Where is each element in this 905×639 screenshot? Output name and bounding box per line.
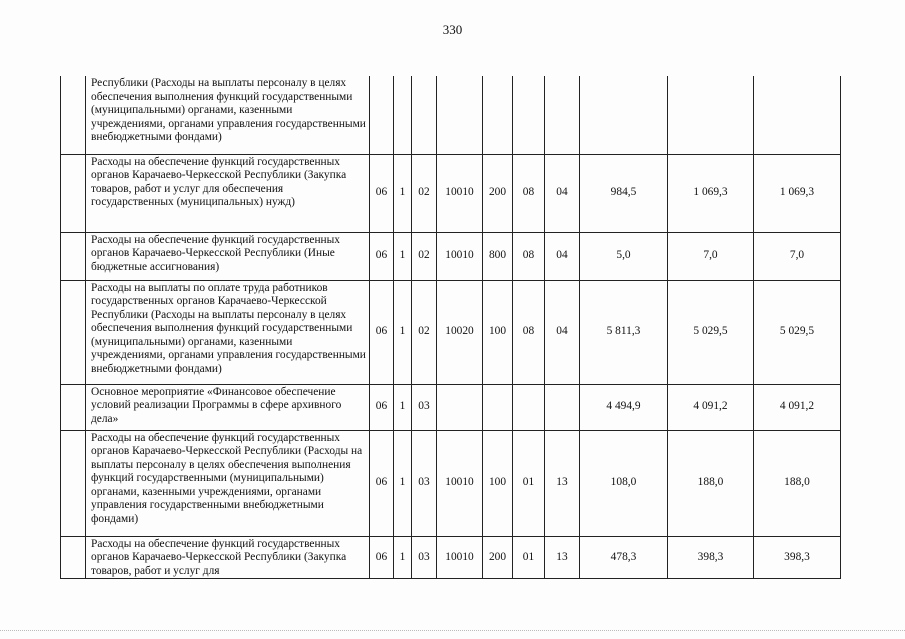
subprogram-code-cell: 1 — [394, 430, 412, 536]
table-row — [61, 536, 841, 579]
amount-year-3-cell: 7,0 — [754, 232, 841, 280]
table-row — [61, 280, 841, 384]
direction-code-cell: 10020 — [437, 280, 483, 384]
section-code-cell: 01 — [513, 536, 545, 579]
amount-year-1-cell: 478,3 — [580, 536, 668, 579]
subsection-code-cell: 04 — [545, 280, 580, 384]
expense-type-cell — [483, 384, 513, 430]
table-row — [61, 154, 841, 232]
subsection-code-cell — [545, 384, 580, 430]
description-cell: Расходы на обеспечение функций государственных органов Карачаево-Черкесской Республики (Иные бюджетные ассигнования) — [86, 232, 370, 280]
amount-year-2-cell: 188,0 — [668, 430, 754, 536]
row-number-cell — [61, 384, 86, 430]
direction-code-cell — [437, 384, 483, 430]
expense-type-cell: 200 — [483, 536, 513, 579]
direction-code-cell: 10010 — [437, 430, 483, 536]
subsection-code-cell: 04 — [545, 154, 580, 232]
program-code-cell — [370, 76, 394, 154]
event-code-cell: 03 — [412, 536, 437, 579]
description-cell: Основное мероприятие «Финансовое обеспечение условий реализации Программы в сфере архивного дела» — [86, 384, 370, 430]
event-code-cell: 02 — [412, 280, 437, 384]
subprogram-code-cell — [394, 76, 412, 154]
page-number: 330 — [442, 22, 463, 37]
subprogram-code-cell: 1 — [394, 536, 412, 579]
amount-year-1-cell — [580, 76, 668, 154]
program-code-cell: 06 — [370, 280, 394, 384]
row-number-cell — [61, 280, 86, 384]
amount-year-3-cell — [754, 76, 841, 154]
amount-year-2-cell: 398,3 — [668, 536, 754, 579]
amount-year-1-cell: 5,0 — [580, 232, 668, 280]
subsection-code-cell: 04 — [545, 232, 580, 280]
program-code-cell: 06 — [370, 154, 394, 232]
direction-code-cell — [437, 76, 483, 154]
description-cell: Расходы на обеспечение функций государственных органов Карачаево-Черкесской Республики (Закупка товаров, работ и услуг для обеспечения государственных (муниципальных) нужд) — [86, 154, 370, 232]
expense-type-cell: 800 — [483, 232, 513, 280]
program-code-cell: 06 — [370, 430, 394, 536]
table-row — [61, 430, 841, 536]
direction-code-cell: 10010 — [437, 536, 483, 579]
subsection-code-cell: 13 — [545, 536, 580, 579]
event-code-cell: 02 — [412, 154, 437, 232]
row-number-cell — [61, 536, 86, 579]
subprogram-code-cell: 1 — [394, 232, 412, 280]
section-code-cell — [513, 76, 545, 154]
row-number-cell — [61, 430, 86, 536]
row-number-cell — [61, 76, 86, 154]
amount-year-3-cell: 188,0 — [754, 430, 841, 536]
section-code-cell: 08 — [513, 280, 545, 384]
section-code-cell: 08 — [513, 154, 545, 232]
event-code-cell: 03 — [412, 430, 437, 536]
program-code-cell: 06 — [370, 232, 394, 280]
budget-table — [60, 76, 841, 579]
description-cell: Расходы на выплаты по оплате труда работников государственных органов Карачаево-Черкесской Республики (Расходы на выплаты персоналу в целях обеспечения выполнения функций государственными (муниципальными) органами, казенными учреждениями, органами управления государственными внебюджетными фондами) — [86, 280, 370, 384]
event-code-cell: 02 — [412, 232, 437, 280]
amount-year-2-cell: 7,0 — [668, 232, 754, 280]
row-number-cell — [61, 154, 86, 232]
expense-type-cell — [483, 76, 513, 154]
section-code-cell — [513, 384, 545, 430]
amount-year-1-cell: 5 811,3 — [580, 280, 668, 384]
description-cell: Расходы на обеспечение функций государственных органов Карачаево-Черкесской Республики (Расходы на выплаты персоналу в целях обеспечения выполнения функций государственными (муниципальными) органами, казенными учреждениями, органами управления государственными внебюджетными фондами) — [86, 430, 370, 536]
description-cell: Республики (Расходы на выплаты персоналу в целях обеспечения выполнения функций государственными (муниципальными) органами, казенными учреждениями, органами управления государственными внебюджетными фондами) — [86, 76, 370, 154]
amount-year-3-cell: 4 091,2 — [754, 384, 841, 430]
description-cell: Расходы на обеспечение функций государственных органов Карачаево-Черкесской Республики (Закупка товаров, работ и услуг для — [86, 536, 370, 579]
amount-year-2-cell: 4 091,2 — [668, 384, 754, 430]
program-code-cell: 06 — [370, 384, 394, 430]
subprogram-code-cell: 1 — [394, 154, 412, 232]
subprogram-code-cell: 1 — [394, 384, 412, 430]
table-row — [61, 76, 841, 154]
subsection-code-cell — [545, 76, 580, 154]
amount-year-3-cell: 398,3 — [754, 536, 841, 579]
program-code-cell: 06 — [370, 536, 394, 579]
scan-edge-divider — [0, 630, 905, 631]
expense-type-cell: 100 — [483, 280, 513, 384]
event-code-cell — [412, 76, 437, 154]
expense-type-cell: 100 — [483, 430, 513, 536]
amount-year-2-cell: 1 069,3 — [668, 154, 754, 232]
subsection-code-cell: 13 — [545, 430, 580, 536]
event-code-cell: 03 — [412, 384, 437, 430]
amount-year-2-cell — [668, 76, 754, 154]
amount-year-1-cell: 108,0 — [580, 430, 668, 536]
amount-year-2-cell: 5 029,5 — [668, 280, 754, 384]
section-code-cell: 08 — [513, 232, 545, 280]
amount-year-3-cell: 1 069,3 — [754, 154, 841, 232]
subprogram-code-cell: 1 — [394, 280, 412, 384]
expense-type-cell: 200 — [483, 154, 513, 232]
amount-year-3-cell: 5 029,5 — [754, 280, 841, 384]
table-row — [61, 384, 841, 430]
direction-code-cell: 10010 — [437, 154, 483, 232]
row-number-cell — [61, 232, 86, 280]
section-code-cell: 01 — [513, 430, 545, 536]
amount-year-1-cell: 984,5 — [580, 154, 668, 232]
amount-year-1-cell: 4 494,9 — [580, 384, 668, 430]
direction-code-cell: 10010 — [437, 232, 483, 280]
table-row — [61, 232, 841, 280]
